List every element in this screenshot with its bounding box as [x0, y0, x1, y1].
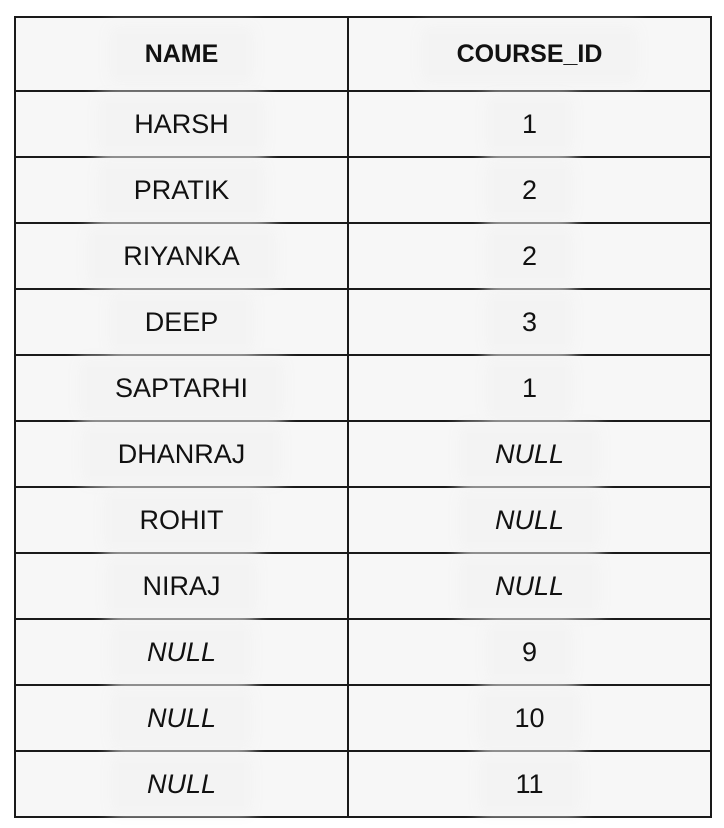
course-id-cell: [348, 91, 711, 157]
table-row: [15, 619, 711, 685]
course-id-value: NULL: [467, 565, 592, 608]
table-header: [15, 17, 711, 91]
name-cell: [15, 223, 348, 289]
name-value: SAPTARHI: [87, 367, 276, 410]
name-cell: [15, 553, 348, 619]
name-cell: [15, 421, 348, 487]
course-id-value: 9: [494, 631, 565, 674]
course-id-cell: [348, 157, 711, 223]
course-id-cell: [348, 421, 711, 487]
result-table-container: [14, 16, 710, 818]
table-row: [15, 421, 711, 487]
name-cell: [15, 751, 348, 817]
header-name: [15, 17, 348, 91]
course-id-cell: [348, 223, 711, 289]
name-value: NULL: [119, 631, 244, 674]
course-id-value: 1: [494, 103, 565, 146]
course-id-cell: [348, 751, 711, 817]
name-cell: [15, 91, 348, 157]
name-value: NULL: [119, 697, 244, 740]
name-cell: [15, 157, 348, 223]
course-id-value: 10: [486, 697, 572, 740]
result-table: [14, 16, 712, 818]
course-id-cell: [348, 685, 711, 751]
table-row: [15, 751, 711, 817]
course-id-cell: [348, 619, 711, 685]
table-body: [15, 91, 711, 817]
name-value: DHANRAJ: [90, 433, 274, 476]
table-row: [15, 157, 711, 223]
name-cell: [15, 289, 348, 355]
name-value: DEEP: [117, 301, 247, 344]
name-value: PRATIK: [106, 169, 258, 212]
course-id-value: 11: [487, 763, 571, 806]
name-cell: [15, 685, 348, 751]
course-id-cell: [348, 355, 711, 421]
name-value: RIYANKA: [95, 235, 268, 278]
table-row: [15, 91, 711, 157]
course-id-value: 2: [494, 235, 565, 278]
header-name-label: NAME: [117, 34, 247, 75]
course-id-value: 1: [494, 367, 565, 410]
name-value: ROHIT: [112, 499, 252, 542]
table-row: [15, 289, 711, 355]
name-value: NIRAJ: [114, 565, 248, 608]
course-id-value: NULL: [467, 499, 592, 542]
name-value: NULL: [119, 763, 244, 806]
course-id-value: 3: [494, 301, 565, 344]
course-id-cell: [348, 289, 711, 355]
header-row: [15, 17, 711, 91]
name-cell: [15, 355, 348, 421]
table-row: [15, 223, 711, 289]
table-row: [15, 553, 711, 619]
course-id-cell: [348, 487, 711, 553]
name-value: HARSH: [106, 103, 257, 146]
course-id-value: NULL: [467, 433, 592, 476]
name-cell: [15, 487, 348, 553]
header-course-id: [348, 17, 711, 91]
table-row: [15, 685, 711, 751]
header-course-id-label: COURSE_ID: [429, 34, 631, 75]
table-row: [15, 355, 711, 421]
table-row: [15, 487, 711, 553]
course-id-value: 2: [494, 169, 565, 212]
name-cell: [15, 619, 348, 685]
course-id-cell: [348, 553, 711, 619]
